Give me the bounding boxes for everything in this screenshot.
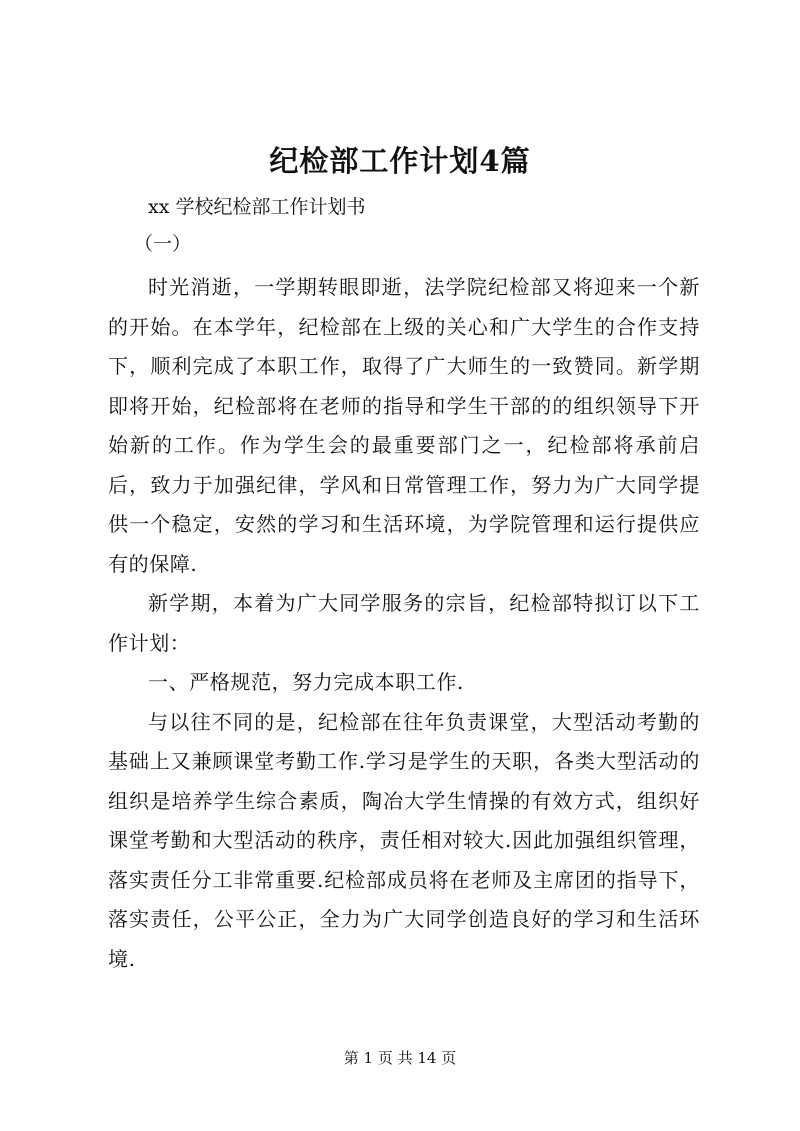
section-heading-1: 一、严格规范，努力完成本职工作.: [148, 670, 464, 694]
page-footer: 第 1 页 共 14 页: [343, 1049, 457, 1067]
paragraph-intro: 时光消逝，一学期转眼即逝，法学院纪检部又将迎来一个新的开始。在本学年，纪检部在上级的关心和广大学生的合作支持下，顺利完成了本职工作，取得了广大师生的一致赞同。新学期即将开始，纪检部将在老师的指导和学生干部的的组织领导下开始新的工作。作为学生会的最重要部门之一，纪检部将承前启后，致力于加强纪律，学风和日常管理工作，努力为广大同学提供一个稳定，安然的学习和生活环境，为学院管理和运行提供应有的保障.: [108, 275, 700, 576]
document-title: 纪检部工作计划4篇: [269, 144, 531, 178]
paragraph-plan-statement: 新学期，本着为广大同学服务的宗旨，纪检部特拟订以下工作计划：: [108, 591, 700, 655]
paragraph-section-1: 与以往不同的是，纪检部在往年负责课堂，大型活动考勤的基础上又兼顾课堂考勤工作.学习是学生的天职，各类大型活动的组织是培养学生综合素质，陶冶大学生情操的有效方式，组织好课堂考勤和大型活动的秩序，责任相对较大.因此加强组织管理，落实责任分工非常重要.纪检部成员将在老师及主席团的指导下，落实责任，公平公正，全力为广大同学创造良好的学习和生活环境.: [108, 709, 700, 971]
document-subtitle: xx 学校纪检部工作计划书: [148, 196, 366, 218]
section-number: （一）: [134, 233, 192, 255]
document-body: [108, 268, 700, 979]
